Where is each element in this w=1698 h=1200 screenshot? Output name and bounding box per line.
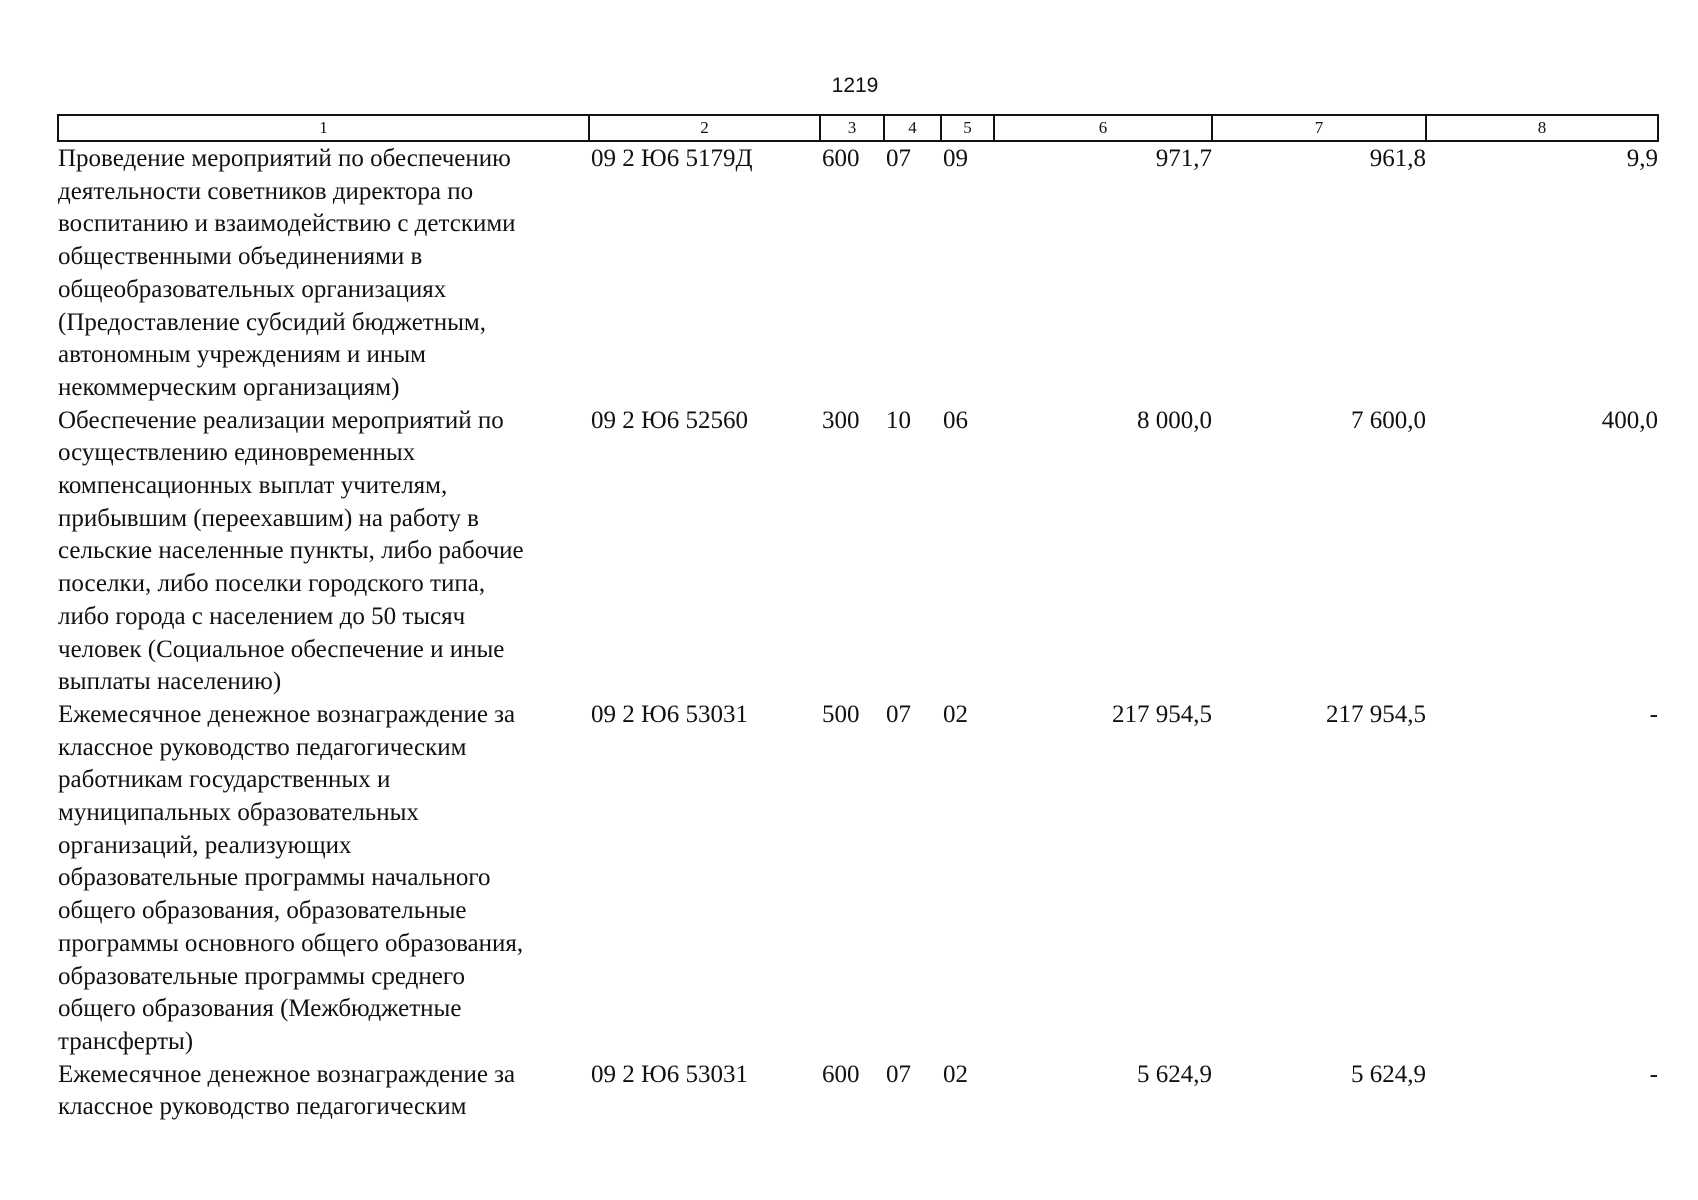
- header-col-2: 2: [589, 115, 820, 141]
- row-section: 10: [886, 406, 911, 434]
- description-line: компенсационных выплат учителям,: [58, 472, 448, 500]
- row-amount-col6: 5 624,9: [1137, 1060, 1212, 1088]
- header-col-8: 8: [1426, 115, 1658, 141]
- header-col-5: 5: [941, 115, 994, 141]
- description-line: классное руководство педагогическим: [58, 1093, 467, 1121]
- description-line: образовательные программы среднего: [58, 962, 465, 990]
- budget-table-container: [57, 114, 1657, 1124]
- description-line: программы основного общего образования,: [58, 929, 524, 957]
- table-row: [58, 699, 1658, 1059]
- row-amount-col7: 217 954,5: [1326, 700, 1426, 728]
- description-line: общего образования (Межбюджетные: [58, 995, 462, 1023]
- description-line: осуществлению единовременных: [58, 439, 416, 467]
- description-line: Ежемесячное денежное вознаграждение за: [58, 1060, 516, 1088]
- table-row: [58, 1059, 1658, 1124]
- description-line: трансферты): [58, 1027, 194, 1055]
- row-target-code: 09 2 Ю6 5179Д: [591, 145, 753, 172]
- description-line: прибывшим (переехавшим) на работу в: [58, 504, 479, 532]
- header-col-3: 3: [820, 115, 884, 141]
- description-line: организаций, реализующих: [58, 831, 352, 859]
- row-amount-col8: -: [1649, 1060, 1658, 1088]
- header-col-4: 4: [884, 115, 941, 141]
- description-line: работникам государственных и: [58, 766, 391, 794]
- row-amount-col8: 400,0: [1601, 406, 1658, 434]
- description-line: выплаты населению): [58, 668, 282, 696]
- description-line: сельские населенные пункты, либо рабочие: [58, 537, 524, 565]
- row-target-code: 09 2 Ю6 53031: [591, 1060, 748, 1088]
- description-line: воспитанию и взаимодействию с детскими: [58, 210, 516, 238]
- header-col-6: 6: [994, 115, 1212, 141]
- row-expense-type: 600: [822, 145, 860, 172]
- row-description: [58, 141, 589, 405]
- description-line: образовательные программы начального: [58, 864, 491, 892]
- description-line: некоммерческим организациям): [58, 373, 400, 401]
- page-number: 1219: [831, 74, 879, 97]
- header-col-7: 7: [1212, 115, 1426, 141]
- description-line: (Предоставление субсидий бюджетным,: [58, 308, 486, 336]
- row-amount-col8: -: [1649, 700, 1658, 728]
- description-line: общего образования, образовательные: [58, 897, 467, 925]
- row-target-code: 09 2 Ю6 53031: [591, 700, 748, 728]
- row-subsection: 02: [943, 1060, 968, 1088]
- table-row: [58, 405, 1658, 699]
- row-subsection: 02: [943, 700, 968, 728]
- row-expense-type: 500: [822, 700, 860, 728]
- row-expense-type: 300: [822, 406, 860, 434]
- description-line: поселки, либо поселки городского типа,: [58, 570, 486, 598]
- row-amount-col6: 8 000,0: [1137, 406, 1212, 434]
- description-line: Проведение мероприятий по обеспечению: [58, 145, 511, 172]
- description-line: общеобразовательных организациях: [58, 275, 447, 303]
- description-line: Ежемесячное денежное вознаграждение за: [58, 700, 516, 728]
- row-amount-col7: 5 624,9: [1351, 1060, 1426, 1088]
- row-amount-col8: 9,9: [1626, 145, 1658, 172]
- description-line: Обеспечение реализации мероприятий по: [58, 406, 504, 434]
- description-line: муниципальных образовательных: [58, 799, 419, 827]
- row-description: [58, 699, 589, 1059]
- row-description: [58, 405, 589, 699]
- description-line: деятельности советников директора по: [58, 177, 474, 205]
- row-subsection: 09: [943, 145, 968, 172]
- row-section: 07: [886, 145, 911, 172]
- row-amount-col7: 961,8: [1369, 145, 1426, 172]
- row-section: 07: [886, 1060, 911, 1088]
- budget-table: [57, 114, 1659, 1124]
- header-col-1: 1: [58, 115, 589, 141]
- table-body: [58, 141, 1658, 1124]
- description-line: общественными объединениями в: [58, 243, 423, 271]
- row-subsection: 06: [943, 406, 968, 434]
- row-target-code: 09 2 Ю6 52560: [591, 406, 748, 434]
- row-description: [58, 1059, 589, 1124]
- description-line: автономным учреждениям и иным: [58, 341, 426, 369]
- row-amount-col7: 7 600,0: [1351, 406, 1426, 434]
- table-header: [58, 115, 1658, 141]
- header-row: [58, 115, 1658, 141]
- description-line: либо города с населением до 50 тысяч: [58, 602, 466, 630]
- row-amount-col6: 971,7: [1155, 145, 1212, 172]
- row-expense-type: 600: [822, 1060, 860, 1088]
- description-line: человек (Социальное обеспечение и иные: [58, 635, 505, 663]
- row-section: 07: [886, 700, 911, 728]
- row-amount-col6: 217 954,5: [1112, 700, 1212, 728]
- description-line: классное руководство педагогическим: [58, 733, 467, 761]
- table-row: [58, 141, 1658, 405]
